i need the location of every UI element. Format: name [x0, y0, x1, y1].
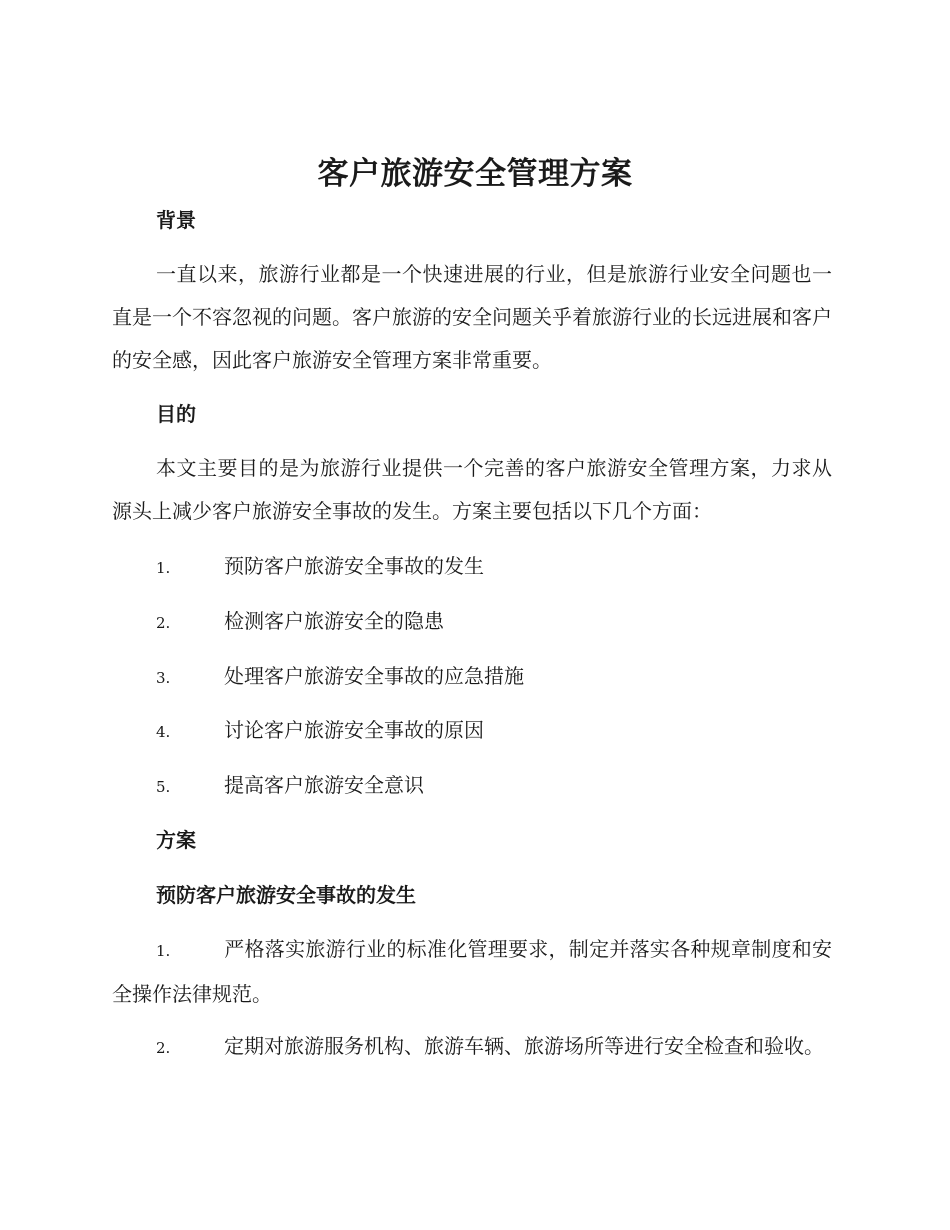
list-number: 4. [156, 723, 171, 741]
list-number: 5. [156, 778, 171, 796]
paragraph-plan-item [112, 1025, 832, 1070]
list-text: 处理客户旅游安全事故的应急措施 [224, 664, 524, 688]
list-item [156, 606, 444, 638]
list-item [156, 551, 484, 583]
document-title: 客户旅游安全管理方案 [317, 156, 633, 192]
heading-background: 背景 [156, 208, 196, 232]
paragraph-background: 一直以来，旅游行业都是一个快速进展的行业，但是旅游行业安全问题也一直是一个不容忽视的问题。客户旅游的安全问题关乎着旅游行业的长远进展和客户的安全感，因此客户旅游安全管理方案非常重要。 [112, 262, 832, 372]
list-text: 预防客户旅游安全事故的发生 [224, 554, 484, 578]
list-number: 2. [156, 1039, 171, 1057]
paragraph-purpose: 本文主要目的是为旅游行业提供一个完善的客户旅游安全管理方案，力求从源头上减少客户旅游安全事故的发生。方案主要包括以下几个方面： [112, 456, 832, 523]
list-item [156, 770, 424, 802]
list-text: 严格落实旅游行业的标准化管理要求，制定并落实各种规章制度和安全操作法律规范。 [112, 937, 832, 1006]
paragraph-plan-item [112, 928, 832, 1016]
heading-plan: 方案 [156, 828, 196, 852]
list-text: 提高客户旅游安全意识 [224, 773, 424, 797]
subheading-prevention: 预防客户旅游安全事故的发生 [156, 883, 416, 907]
list-item [156, 715, 484, 747]
list-text: 检测客户旅游安全的隐患 [224, 609, 444, 633]
list-number: 1. [156, 559, 171, 577]
list-number: 1. [156, 942, 171, 960]
list-number: 3. [156, 669, 171, 687]
list-text: 定期对旅游服务机构、旅游车辆、旅游场所等进行安全检查和验收。 [224, 1034, 824, 1058]
list-text: 讨论客户旅游安全事故的原因 [224, 718, 484, 742]
list-item [156, 661, 524, 693]
heading-purpose: 目的 [156, 402, 196, 426]
list-number: 2. [156, 614, 171, 632]
